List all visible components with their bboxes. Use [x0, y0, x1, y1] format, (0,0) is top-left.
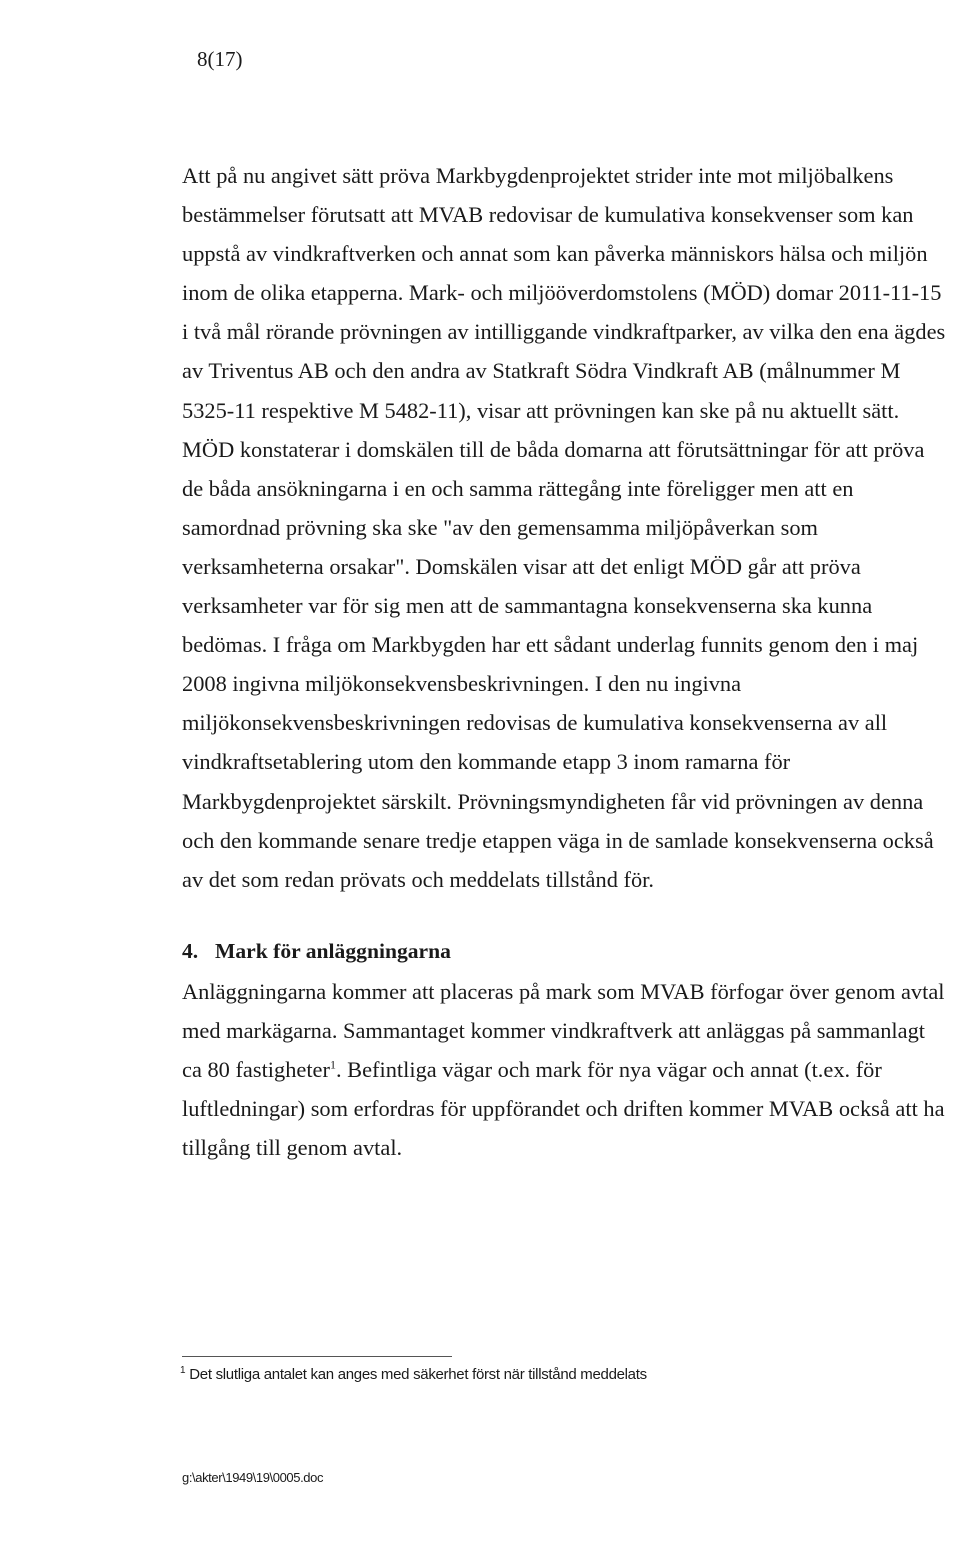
page-number: 8(17) [197, 47, 243, 71]
text-line: och den kommande senare tredje etappen väga in de samlade konsekvenserna också [182, 827, 934, 853]
footnote-divider [182, 1356, 452, 1357]
text-line: verksamheterna orsakar". Domskälen visar att det enligt MÖD går att pröva [182, 553, 861, 579]
text-line: miljökonsekvensbeskrivningen redovisas de kumulativa konsekvenserna av all [182, 710, 888, 736]
footnote-marker: 1 [180, 1365, 186, 1376]
text-line: bestämmelser förutsatt att MVAB redovisar de kumulativa konsekvenser som kan [182, 202, 914, 228]
text-fragment: ca 80 fastigheter [182, 1057, 330, 1083]
paragraph-land [182, 972, 960, 1167]
section-title: Mark för anläggningarna [215, 939, 451, 963]
section-number: 4. [182, 939, 199, 963]
file-path: g:\akter\1949\19\0005.doc [182, 1470, 324, 1485]
footnote [180, 1364, 647, 1386]
text-line: luftledningar) som erfordras för uppförandet och driften kommer MVAB också att ha [182, 1096, 945, 1122]
text-line: Att på nu angivet sätt pröva Markbygdenprojektet strider inte mot miljöbalkens [182, 163, 894, 188]
text-line: Markbygdenprojektet särskilt. Prövningsmyndigheten får vid prövningen av denna [182, 788, 924, 814]
text-line: i två mål rörande prövningen av intilliggande vindkraftparker, av vilka den ena ägdes [182, 319, 946, 345]
text-line: samordnad prövning ska ske "av den gemensamma miljöpåverkan som [182, 514, 818, 540]
footnote-reference[interactable]: 1 [329, 1057, 336, 1072]
text-line: tillgång till genom avtal. [182, 1135, 403, 1161]
text-line: med markägarna. Sammantaget kommer vindkraftverk att anläggas på sammanlagt [182, 1018, 925, 1044]
text-line: av Triventus AB och den andra av Statkraft Södra Vindkraft AB (målnummer M [182, 358, 901, 384]
text-line: 5325-11 respektive M 5482-11), visar att prövningen kan ske på nu aktuellt sätt. [182, 397, 900, 423]
text-line: 2008 ingivna miljökonsekvensbeskrivningen. I den nu ingivna [182, 671, 742, 697]
text-fragment: . Befintliga vägar och mark för nya vägar och annat (t.ex. för [335, 1057, 882, 1083]
text-line: de båda ansökningarna i en och samma rättegång inte föreligger men att en [182, 475, 854, 501]
text-line: av det som redan prövats och meddelats tillstånd för. [182, 866, 654, 892]
footnote-text: Det slutliga antalet kan anges med säkerhet först när tillstånd meddelats [189, 1366, 647, 1383]
text-line: verksamheter var för sig men att de sammantagna konsekvenserna ska kunna [182, 593, 873, 619]
text-line: uppstå av vindkraftverken och annat som kan påverka människors hälsa och miljön [182, 241, 928, 267]
text-line: bedömas. I fråga om Markbygden har ett sådant underlag funnits genom den i maj [182, 632, 919, 658]
paragraph-mod-rulings [182, 156, 960, 899]
text-line: Anläggningarna kommer att placeras på mark som MVAB förfogar över genom avtal [182, 979, 945, 1004]
section-heading [182, 937, 451, 965]
text-line: MÖD konstaterar i domskälen till de båda domarna att förutsättningar för att pröva [182, 436, 925, 462]
text-line: vindkraftsetablering utom den kommande etapp 3 inom ramarna för [182, 749, 791, 775]
text-line-with-footnote [182, 1050, 960, 1089]
text-line: inom de olika etapperna. Mark- och miljööverdomstolens (MÖD) domar 2011-11-15 [182, 280, 942, 306]
